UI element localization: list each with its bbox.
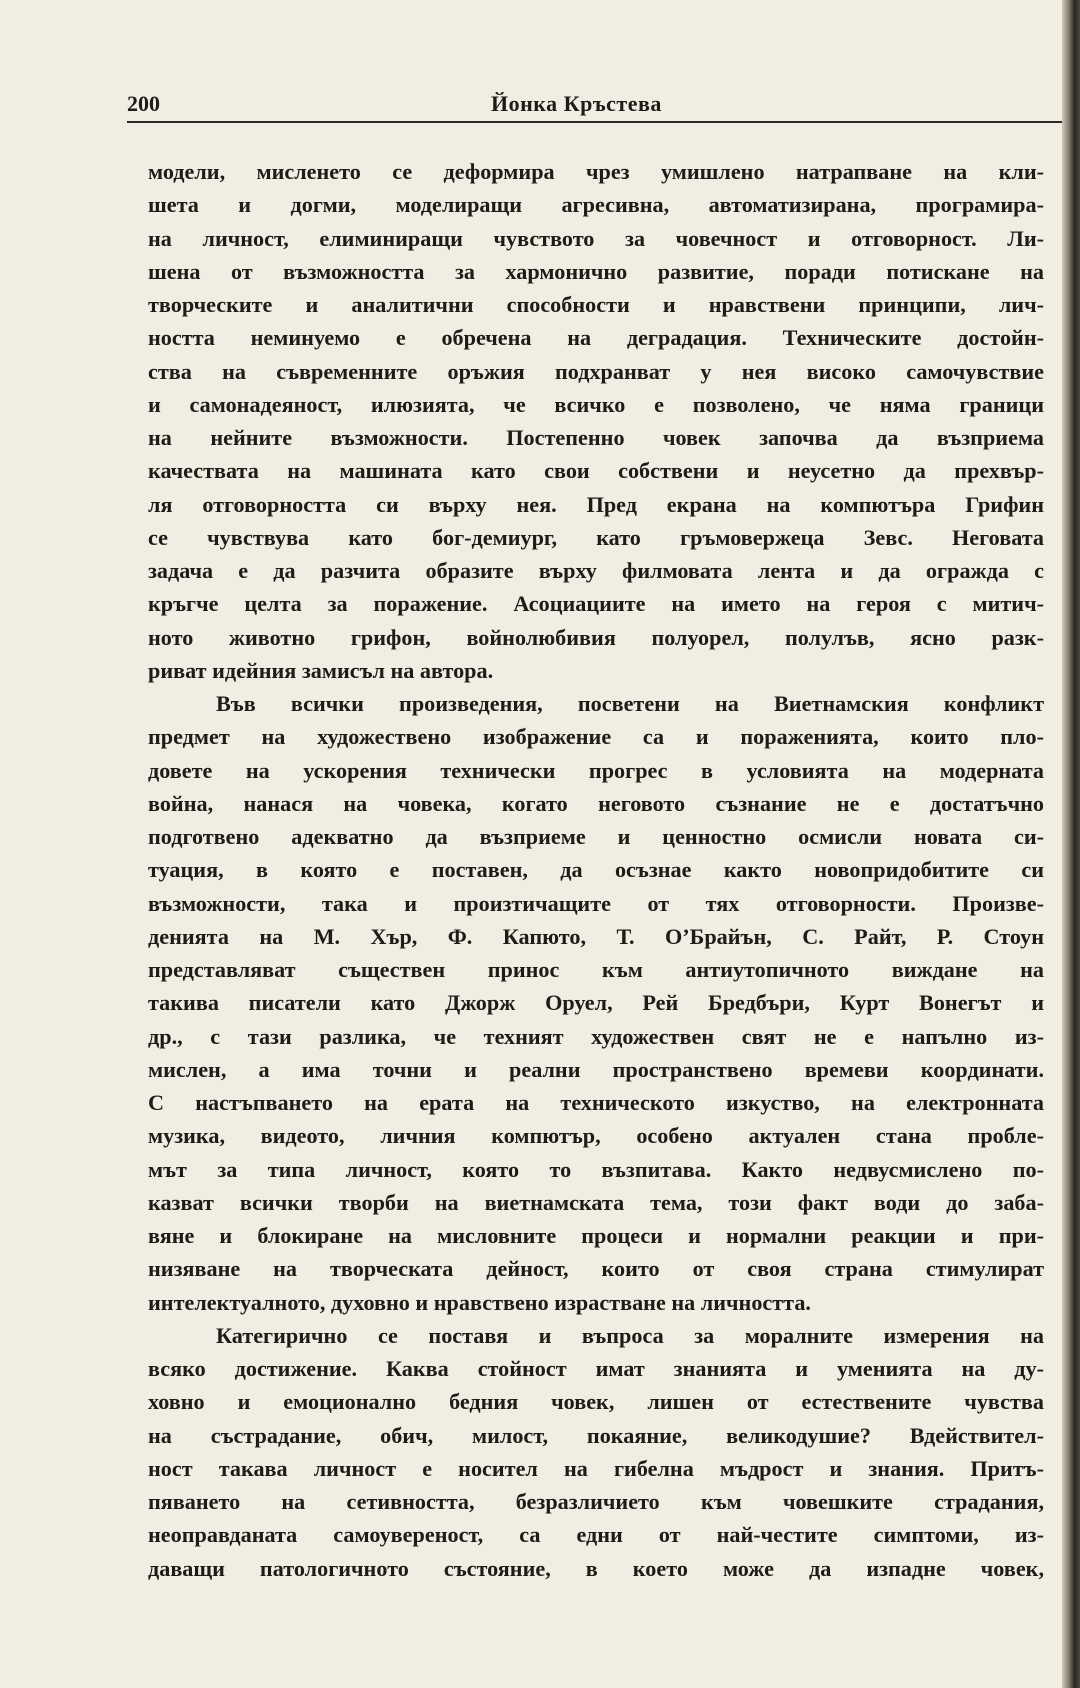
text-line: ното животно грифон, войнолюбивия полуорел, полулъв, ясно разк- bbox=[148, 624, 1044, 650]
running-title: Йонка Кръстева bbox=[491, 91, 662, 116]
book-binding-edge bbox=[1062, 0, 1080, 1688]
text-line: шета и догми, моделиращи агресивна, автоматизирана, програмира- bbox=[148, 192, 1044, 218]
text-line: казват всички творби на виетнамската тема, този факт води до заба- bbox=[148, 1189, 1044, 1215]
text-line: вяне и блокиране на мисловните процеси и нормални реакции и при- bbox=[148, 1223, 1044, 1248]
text-line: ховно и емоционално бедния човек, лишен от естествените чувства bbox=[148, 1389, 1044, 1415]
text-line: на нейните възможности. Постепенно човек започва да възприема bbox=[148, 425, 1044, 450]
text-line: подготвено адекватно да възприеме и ценностно осмисли новата си- bbox=[148, 824, 1044, 849]
text-line: шена от възможността за хармонично развитие, поради потискане на bbox=[148, 258, 1044, 284]
text-line: и самонадеяност, илюзията, че всичко е позволено, че няма граници bbox=[148, 391, 1044, 417]
text-line: мислен, а има точни и реални пространствено времеви координати. bbox=[148, 1056, 1044, 1082]
body-text bbox=[148, 155, 1044, 1585]
text-line: ства на съвременните оръжия подхранват у нея високо самочувствие bbox=[148, 358, 1044, 384]
paragraph-end-line: интелектуалното, духовно и нравствено израстване на личността. bbox=[148, 1289, 811, 1315]
text-line: ля отговорността си върху нея. Пред екрана на компютъра Грифин bbox=[148, 491, 1044, 517]
text-line: се чувствува като бог-демиург, като гръмовержеца Зевс. Неговата bbox=[148, 524, 1044, 550]
text-line: кръгче целта за поражение. Асоциациите на името на героя с митич- bbox=[148, 591, 1044, 617]
text-line: война, нанася на човека, когато неговото съзнание не е достатъчно bbox=[148, 790, 1044, 816]
text-line: представляват съществен принос към антиутопичното виждане на bbox=[148, 957, 1044, 982]
text-line: задача е да разчита образите върху филмовата лента и да огражда с bbox=[148, 558, 1044, 583]
text-line: низяване на творческата дейност, които от своя страна стимулират bbox=[148, 1256, 1044, 1282]
text-line: на личност, елиминиращи чувството за човечност и отговорност. Ли- bbox=[148, 225, 1044, 251]
text-line: довете на ускорения технически прогрес в условията на модерната bbox=[148, 757, 1044, 783]
paragraph-first-line: Категирично се поставя и въпроса за моралните измерения на bbox=[216, 1322, 1044, 1348]
page-header bbox=[127, 90, 1070, 122]
text-line: пяването на сетивността, безразличието към човешките страдания, bbox=[148, 1489, 1044, 1514]
paragraph-first-line: Във всички произведения, посветени на Виетнамския конфликт bbox=[216, 691, 1044, 716]
text-line: др., с тази разлика, че техният художествен свят не е напълно из- bbox=[148, 1023, 1044, 1049]
text-line: на състрадание, обич, милост, покаяние, великодушие? Вдействител- bbox=[148, 1422, 1044, 1448]
paragraph-end-line: риват идейния замисъл на автора. bbox=[148, 657, 494, 683]
header-rule bbox=[127, 121, 1065, 123]
text-line: даващи патологичното състояние, в което може да изпадне човек, bbox=[148, 1555, 1044, 1581]
page-number: 200 bbox=[127, 91, 160, 116]
text-line: възможности, така и произтичащите от тях отговорности. Произве- bbox=[148, 890, 1044, 916]
text-line: мът за типа личност, която то възпитава. Както недвусмислено по- bbox=[148, 1156, 1044, 1182]
text-line: денията на М. Хър, Ф. Капюто, Т. О’Брайън, С. Райт, Р. Стоун bbox=[148, 923, 1044, 949]
text-line: всяко достижение. Каква стойност имат знанията и уменията на ду- bbox=[148, 1356, 1044, 1381]
text-line: качествата на машината като свои собствени и неусетно да прехвър- bbox=[148, 458, 1044, 484]
text-line: предмет на художествено изображение са и пораженията, които пло- bbox=[148, 724, 1044, 750]
text-line: ност такава личност е носител на гибелна мъдрост и знания. Притъ- bbox=[148, 1455, 1044, 1481]
text-line: неоправданата самоувереност, са едни от най-честите симптоми, из- bbox=[148, 1522, 1044, 1548]
text-line: ността неминуемо е обречена на деградация. Техническите достойн- bbox=[148, 325, 1044, 351]
text-line: творческите и аналитични способности и нравствени принципи, лич- bbox=[148, 292, 1044, 317]
text-line: туация, в която е поставен, да осъзнае както новопридобитите си bbox=[148, 857, 1044, 883]
text-line: музика, видеото, личния компютър, особено актуален стана пробле- bbox=[148, 1123, 1044, 1149]
text-line: С настъпването на ерата на техническото изкуство, на електронната bbox=[148, 1090, 1044, 1115]
text-line: модели, мисленето се деформира чрез умишлено натрапване на кли- bbox=[148, 159, 1044, 184]
text-line: такива писатели като Джорж Оруел, Рей Бредбъри, Курт Вонегът и bbox=[148, 990, 1044, 1016]
